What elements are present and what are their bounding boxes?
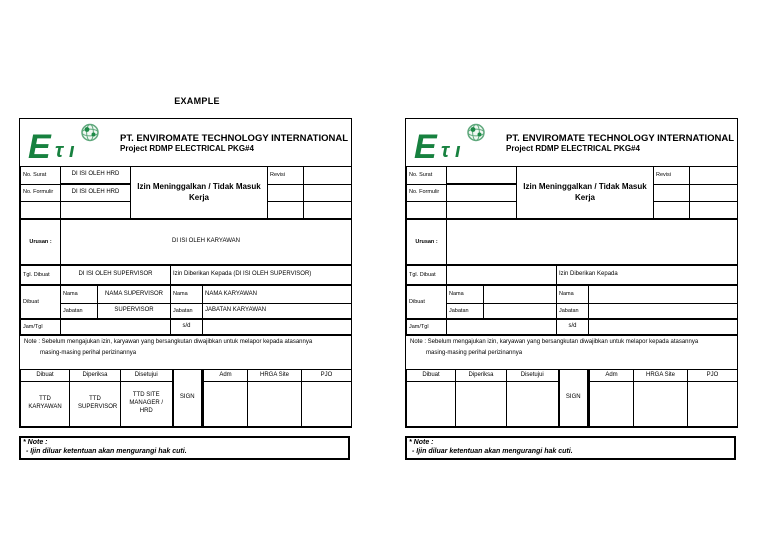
note-line-2: masing-masing perihal perizinannya [426, 350, 523, 356]
header-title-block [504, 131, 737, 154]
note-line-1: Note : Sebelum mengajukan izin, karyawan yang bersangkutan diwajibkan untuk melapor kepada atasannya [24, 339, 313, 345]
form-main-table [405, 118, 738, 428]
empty-cell [447, 202, 517, 219]
dibuat-table [20, 285, 352, 319]
empty-cell [21, 202, 61, 219]
jam-tgl-label: Jam/Tgl [21, 320, 61, 335]
tgl-dibuat-value [447, 266, 557, 285]
urusan-label: Urusan : [21, 220, 61, 265]
note-line-1: Note : Sebelum mengajukan izin, karyawan yang bersangkutan diwajibkan untuk melapor kepada atasannya [410, 339, 699, 345]
form-title: Izin Meninggalkan / Tidak Masuk Kerja [131, 167, 268, 219]
jam-tgl-value [447, 320, 557, 335]
izin-diberikan-kepada-label: Izin Diberikan Kepada [557, 266, 738, 285]
signature-table [406, 369, 738, 427]
nama-atasan-label: Nama [447, 286, 484, 304]
sig-hrga-header: HRGA Site [248, 370, 302, 382]
ttd-karyawan-text: TTD KARYAWAN [28, 396, 62, 410]
project-name: Project RDMP ELECTRICAL PKG#4 [120, 144, 254, 154]
nama-karyawan-value [589, 286, 738, 304]
revisi-empty-cell [690, 184, 738, 202]
empty-cell [61, 202, 131, 219]
sig-hrga-header: HRGA Site [634, 370, 688, 382]
nama-atasan-value: NAMA SUPERVISOR [98, 286, 171, 304]
jam-tgl-table [20, 319, 352, 335]
footnote-box [19, 436, 350, 460]
logo-letter-i: ı [69, 139, 75, 162]
footnote-text: - Ijin diluar ketentuan akan mengurangi hak cuti. [26, 447, 187, 455]
ttd-karyawan-cell [407, 382, 456, 427]
tgl-dibuat-value: DI ISI OLEH SUPERVISOR [61, 266, 171, 285]
eti-logo [20, 122, 118, 164]
footnote-title: * Note : [23, 439, 48, 446]
adm-sign-cell [589, 382, 634, 427]
footnote-box [405, 436, 736, 460]
jabatan-atasan-label: Jabatan [61, 304, 98, 319]
tgl-dibuat-table [20, 265, 352, 285]
nama-atasan-label: Nama [61, 286, 98, 304]
pjo-sign-cell [302, 382, 352, 427]
logo-letter-t: τ [55, 139, 64, 162]
jam-tgl-label: Jam/Tgl [407, 320, 447, 335]
sig-adm-header: Adm [589, 370, 634, 382]
nama-karyawan-label: Nama [557, 286, 589, 304]
revisi-label: Revisi [268, 167, 304, 185]
empty-cell [407, 202, 447, 219]
nama-karyawan-value: NAMA KARYAWAN [203, 286, 352, 304]
ttd-supervisor-cell [70, 382, 121, 427]
footnote-title: * Note : [409, 439, 434, 446]
header-title-block [118, 131, 351, 154]
dibuat-table [406, 285, 738, 319]
project-name: Project RDMP ELECTRICAL PKG#4 [506, 144, 640, 154]
sd-value [203, 320, 352, 335]
hrga-sign-cell [248, 382, 302, 427]
eti-logo-graphic [413, 122, 497, 164]
sig-pjo-header: PJO [302, 370, 352, 382]
sd-value [589, 320, 738, 335]
revisi-label: Revisi [654, 167, 690, 185]
revisi-empty-cell [268, 184, 304, 202]
empty-cell [268, 202, 304, 219]
globe-icon [468, 124, 484, 140]
form-right [405, 118, 738, 460]
tgl-dibuat-table [406, 265, 738, 285]
logo-letter-t: τ [441, 139, 450, 162]
sign-cell: SIGN [173, 370, 203, 427]
ttd-karyawan-cell [21, 382, 70, 427]
no-surat-label: No. Surat [407, 167, 447, 185]
revisi-empty-cell [654, 184, 690, 202]
nama-karyawan-label: Nama [171, 286, 203, 304]
sig-adm-header: Adm [203, 370, 248, 382]
sd-label: s/d [171, 320, 203, 335]
no-surat-value: DI ISI OLEH HRD [61, 167, 131, 185]
revisi-empty-cell [304, 184, 352, 202]
sig-pjo-header: PJO [688, 370, 738, 382]
no-formulir-label: No. Formulir [21, 184, 61, 202]
form-left [19, 118, 352, 460]
urusan-table [406, 219, 738, 265]
company-name: PT. ENVIROMATE TECHNOLOGY INTERNATIONAL [120, 133, 349, 144]
no-formulir-value [447, 184, 517, 202]
sign-cell: SIGN [559, 370, 589, 427]
note-section [406, 335, 737, 369]
ttd-supervisor-text: TTD SUPERVISOR [78, 396, 118, 410]
revisi-value [690, 167, 738, 185]
company-name: PT. ENVIROMATE TECHNOLOGY INTERNATIONAL [506, 133, 735, 144]
jam-tgl-table [406, 319, 738, 335]
tgl-dibuat-label: Tgl. Dibuat [21, 266, 61, 285]
eti-logo-graphic [27, 122, 111, 164]
ttd-site-manager-cell [507, 382, 559, 427]
info-table [406, 166, 738, 219]
sig-disetujui-header: Disetujui [121, 370, 173, 382]
form-title: Izin Meninggalkan / Tidak Masuk Kerja [517, 167, 654, 219]
eti-logo [406, 122, 504, 164]
nama-atasan-value [484, 286, 557, 304]
revisi-value [304, 167, 352, 185]
empty-cell [304, 202, 352, 219]
no-formulir-label: No. Formulir [407, 184, 447, 202]
sig-diperiksa-header: Diperiksa [70, 370, 121, 382]
globe-icon [82, 124, 98, 140]
tgl-dibuat-label: Tgl. Dibuat [407, 266, 447, 285]
dibuat-label: Dibuat [407, 286, 447, 319]
jabatan-atasan-value [484, 304, 557, 319]
empty-cell [690, 202, 738, 219]
logo-letter-e: E [414, 127, 437, 164]
jam-tgl-value [61, 320, 171, 335]
logo-letter-i: ı [455, 139, 461, 162]
jabatan-atasan-label: Jabatan [447, 304, 484, 319]
info-table [20, 166, 352, 219]
signature-table [20, 369, 352, 427]
note-section [20, 335, 351, 369]
logo-letter-e: E [28, 127, 51, 164]
no-formulir-value: DI ISI OLEH HRD [61, 184, 131, 202]
adm-sign-cell [203, 382, 248, 427]
sig-diperiksa-header: Diperiksa [456, 370, 507, 382]
footnote-text: - Ijin diluar ketentuan akan mengurangi hak cuti. [412, 447, 573, 455]
urusan-value: DI ISI OLEH KARYAWAN [61, 220, 352, 265]
jabatan-karyawan-value [589, 304, 738, 319]
sig-disetujui-header: Disetujui [507, 370, 559, 382]
sd-label: s/d [557, 320, 589, 335]
jabatan-karyawan-label: Jabatan [557, 304, 589, 319]
example-watermark-label: EXAMPLE [174, 96, 220, 106]
jabatan-karyawan-value: JABATAN KARYAWAN [203, 304, 352, 319]
urusan-value [447, 220, 738, 265]
ttd-supervisor-cell [456, 382, 507, 427]
no-surat-label: No. Surat [21, 167, 61, 185]
note-line-2: masing-masing perihal perizinannya [40, 350, 137, 356]
sig-dibuat-header: Dibuat [21, 370, 70, 382]
urusan-table [20, 219, 352, 265]
form-main-table [19, 118, 352, 428]
hrga-sign-cell [634, 382, 688, 427]
urusan-label: Urusan : [407, 220, 447, 265]
ttd-site-manager-text: TTD SITE MANAGER / HRD [129, 392, 164, 414]
ttd-site-manager-cell [121, 382, 173, 427]
jabatan-karyawan-label: Jabatan [171, 304, 203, 319]
pjo-sign-cell [688, 382, 738, 427]
sig-dibuat-header: Dibuat [407, 370, 456, 382]
dibuat-label: Dibuat [21, 286, 61, 319]
form-header [20, 119, 351, 166]
izin-diberikan-kepada-label: Izin Diberikan Kepada (DI ISI OLEH SUPERVISOR) [171, 266, 352, 285]
form-header [406, 119, 737, 166]
jabatan-atasan-value: SUPERVISOR [98, 304, 171, 319]
empty-cell [654, 202, 690, 219]
no-surat-value [447, 167, 517, 185]
